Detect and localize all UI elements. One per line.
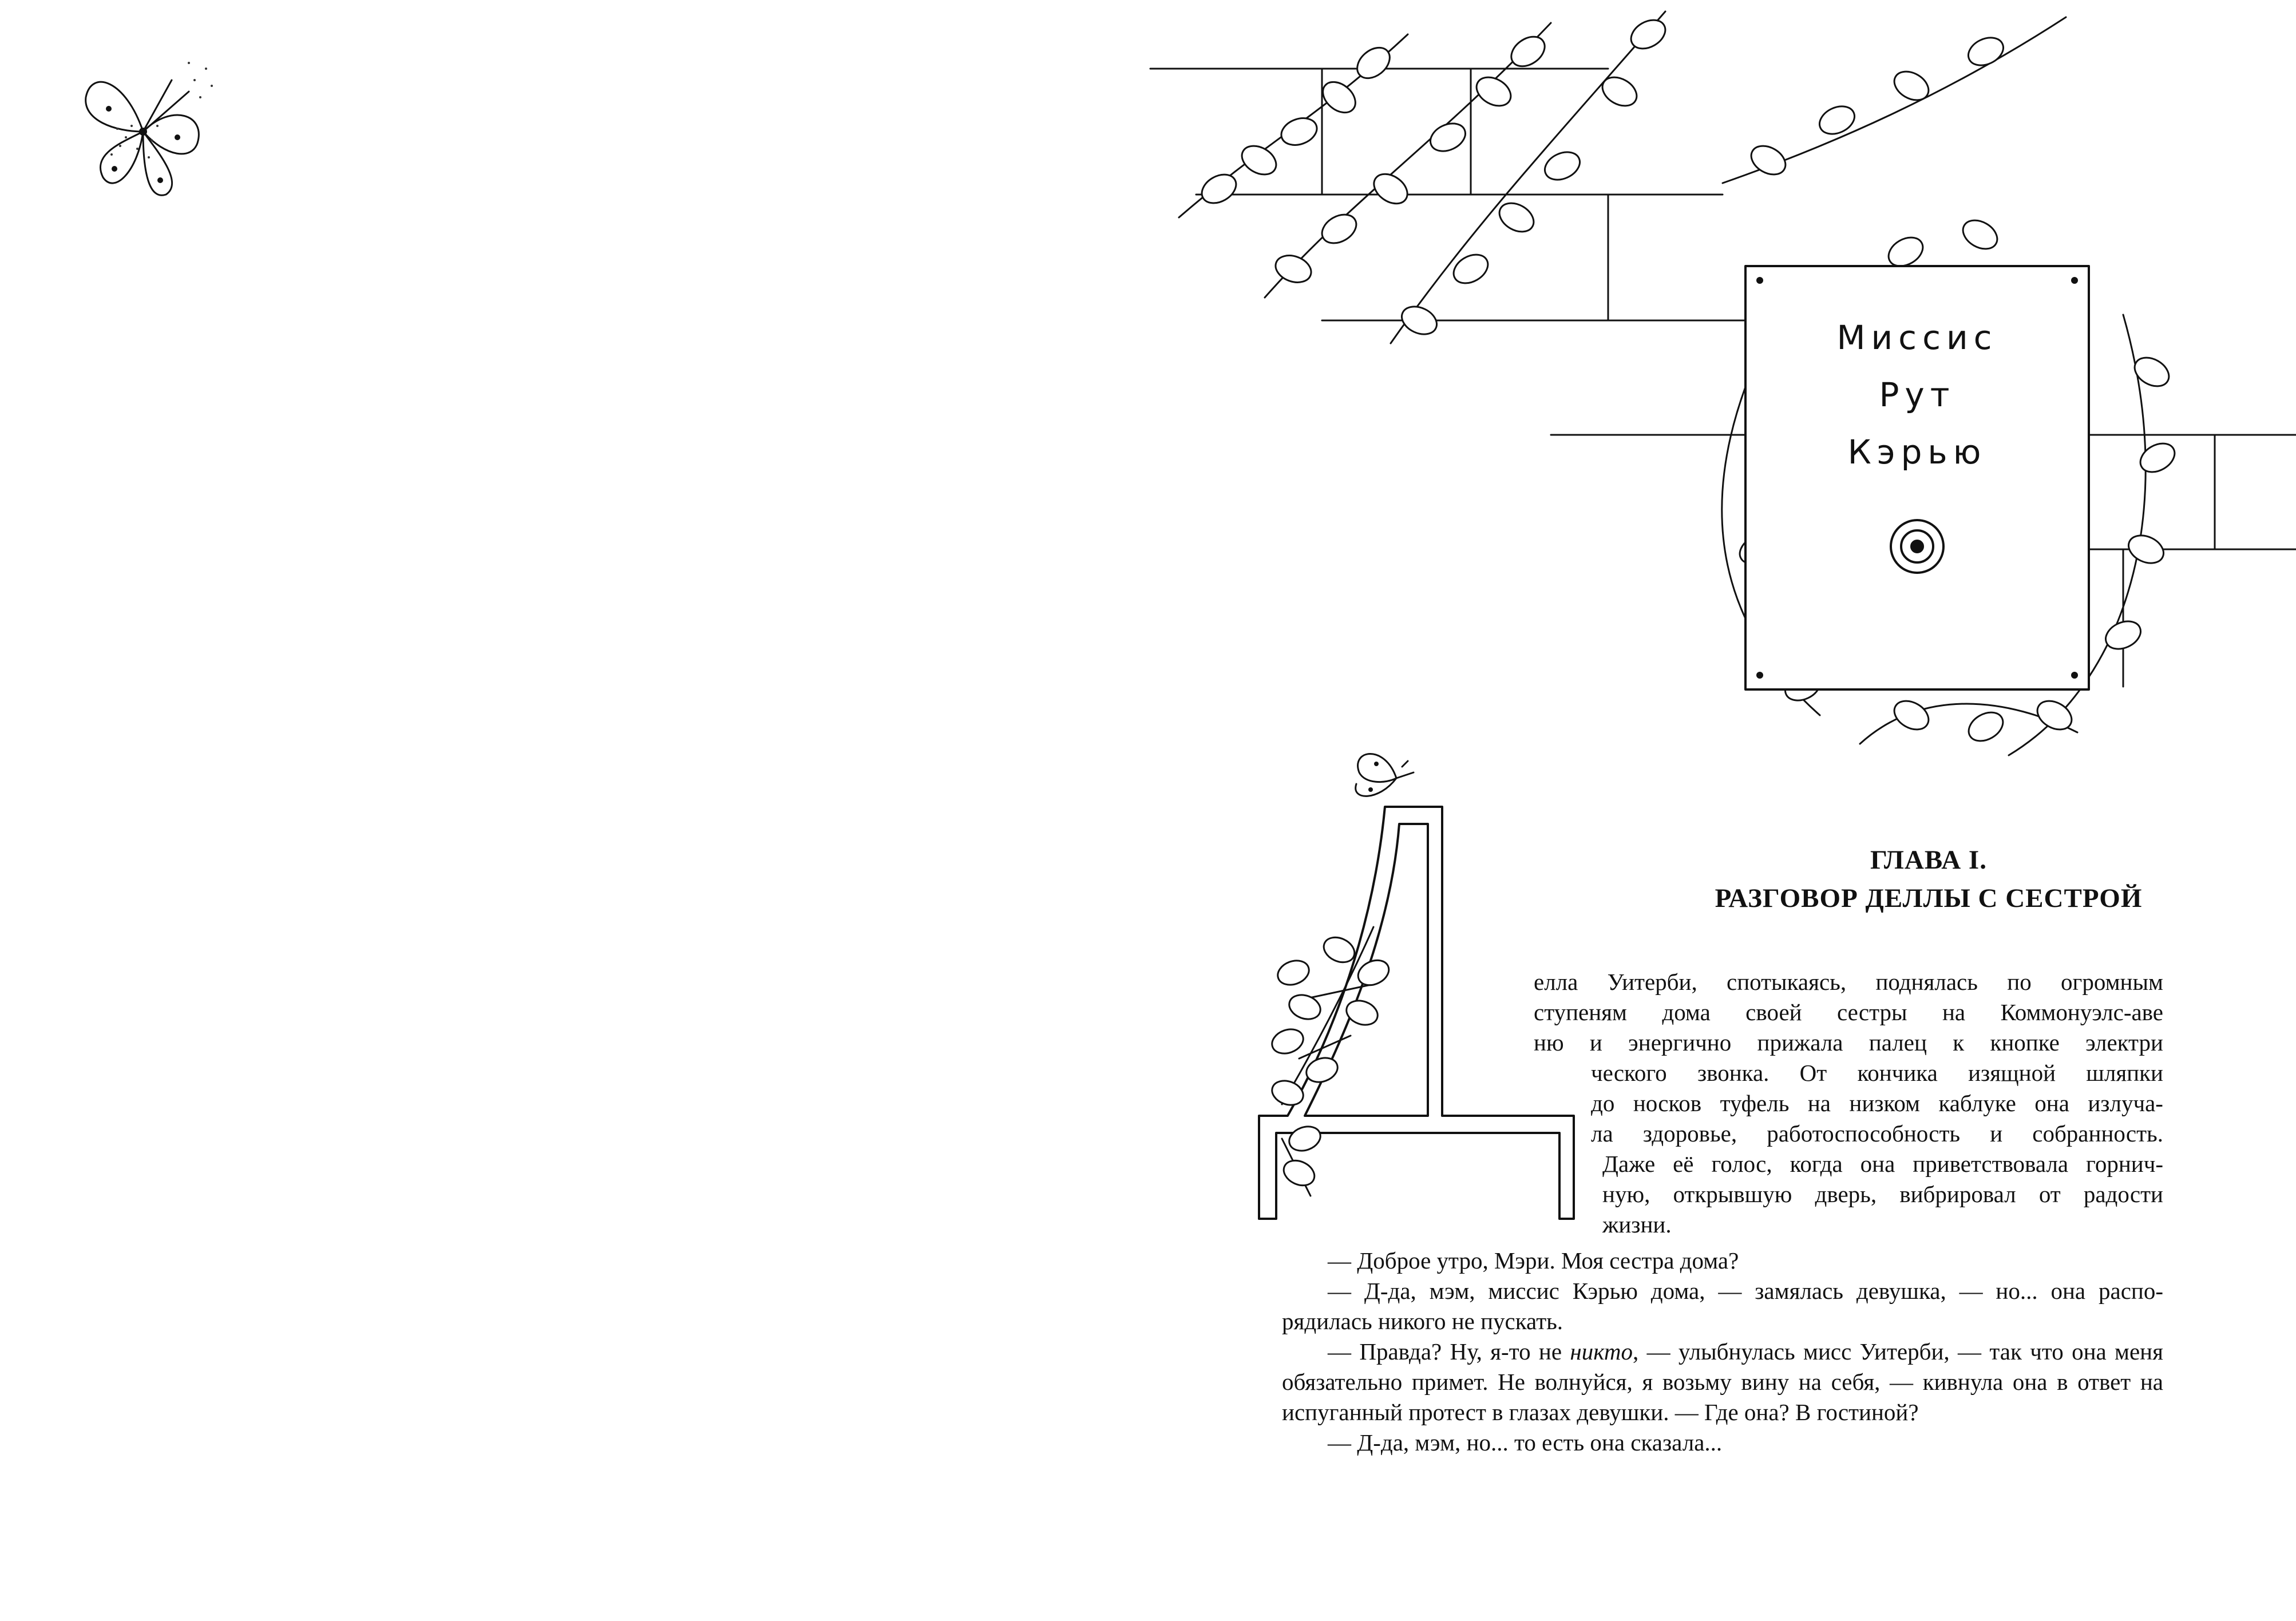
opening-word: когда	[1790, 1151, 1843, 1177]
plaque-line-3: Кэрью	[1847, 433, 1987, 471]
opening-line	[1591, 1058, 2163, 1088]
opening-word: дома	[1662, 999, 1711, 1025]
opening-word: Уитерби,	[1607, 969, 1697, 995]
dialogue-paragraph	[1282, 1337, 2163, 1428]
opening-word: огромным	[2061, 969, 2163, 995]
opening-word: ню	[1534, 1029, 1564, 1056]
opening-word: по	[2007, 969, 2032, 995]
opening-word: жизни.	[1602, 1211, 1672, 1238]
opening-line	[1534, 1028, 2163, 1058]
opening-word: горнич-	[2086, 1151, 2163, 1177]
opening-word: энергично	[1628, 1029, 1732, 1056]
opening-word: на	[1942, 999, 1966, 1025]
dialogue-paragraph: — Д-да, мэм, миссис Кэрью дома, — замялась девушка, — но... она распо-рядилась никого не пускать.	[1282, 1278, 2163, 1334]
opening-word: изящной	[1968, 1060, 2056, 1086]
emphasis-text: никто	[1570, 1338, 1633, 1365]
opening-word: носков	[1633, 1090, 1702, 1116]
opening-word: она	[1860, 1151, 1895, 1177]
opening-word: к	[1953, 1029, 1965, 1056]
opening-word: кончика	[1857, 1060, 1938, 1086]
opening-word: она	[2034, 1090, 2069, 1116]
opening-word: звонка.	[1697, 1060, 1769, 1086]
opening-word: поднялась	[1875, 969, 1978, 995]
opening-word: голос,	[1711, 1151, 1772, 1177]
opening-word: ную,	[1602, 1181, 1650, 1207]
opening-word: От	[1799, 1060, 1827, 1086]
opening-line	[1591, 1119, 2163, 1149]
opening-word: открывшую	[1673, 1181, 1792, 1207]
opening-word: шляпки	[2086, 1060, 2163, 1086]
brick-wall-illustration	[1150, 0, 2296, 761]
opening-word: каблуке	[1938, 1090, 2016, 1116]
opening-word: Коммонуэлс-аве	[2000, 999, 2163, 1025]
opening-word: кнопке	[1990, 1029, 2060, 1056]
dialogue-paragraph: — Д-да, мэм, но... то есть она сказала...	[1328, 1429, 1723, 1456]
opening-word: работоспособность	[1767, 1120, 1961, 1147]
opening-word: на	[1807, 1090, 1831, 1116]
opening-word: спотыкаясь,	[1727, 969, 1847, 995]
chapter-title: РАЗГОВОР ДЕЛЛЫ С СЕСТРОЙ	[1715, 883, 2143, 913]
opening-word: дверь,	[1815, 1181, 1877, 1207]
opening-line	[1591, 1088, 2163, 1119]
opening-word: прижала	[1757, 1029, 1843, 1056]
chapter-heading	[1580, 841, 2278, 918]
opening-word: собранность.	[2032, 1120, 2163, 1147]
opening-line	[1602, 1149, 2163, 1179]
dialogue-paragraph: — Доброе утро, Мэри. Моя сестра дома?	[1328, 1247, 1739, 1274]
plaque-line-2: Рут	[1879, 375, 1955, 414]
opening-word: приветствовала	[1913, 1151, 2069, 1177]
opening-word: ла	[1591, 1120, 1613, 1147]
opening-word: её	[1673, 1151, 1694, 1177]
opening-word: туфель	[1720, 1090, 1790, 1116]
opening-word: от	[2038, 1181, 2061, 1207]
opening-line	[1534, 997, 2163, 1028]
opening-word: своей	[1745, 999, 1802, 1025]
opening-word: елла	[1534, 969, 1578, 995]
opening-word: Даже	[1602, 1151, 1656, 1177]
dialogue-text: — Правда? Ну, я-то не	[1328, 1338, 1570, 1365]
opening-word: излуча-	[2088, 1090, 2163, 1116]
opening-word: и	[1990, 1120, 2003, 1147]
opening-word: ческого	[1591, 1060, 1667, 1086]
dialogue-text: , — улыбнулась мисс Уитерби, — так что она меня обязательно примет. Не волнуйся, я возьму вину на себя, — кивнула она в ответ на испуганный протест в глазах девушки. — Где она? В гостиной?	[1282, 1338, 2163, 1425]
opening-word: вибрировал	[1899, 1181, 2016, 1207]
opening-word: здоровье,	[1642, 1120, 1737, 1147]
plaque-line-1: Миссис	[1836, 318, 1998, 357]
opening-word: палец	[1869, 1029, 1927, 1056]
opening-word: сестры	[1836, 999, 1907, 1025]
opening-word: радости	[2083, 1181, 2163, 1207]
opening-word: низком	[1849, 1090, 1920, 1116]
butterfly-icon	[57, 46, 229, 217]
opening-word: ступеням	[1534, 999, 1627, 1025]
opening-line	[1602, 1210, 2163, 1240]
opening-word: и	[1589, 1029, 1602, 1056]
plaque-name	[1745, 309, 2089, 481]
dialogue-block	[1282, 1246, 2163, 1458]
opening-word: до	[1591, 1090, 1615, 1116]
opening-line	[1534, 967, 2163, 997]
chapter-number: ГЛАВА I.	[1870, 845, 1987, 875]
opening-word: электри	[2085, 1029, 2163, 1056]
opening-line	[1602, 1179, 2163, 1210]
